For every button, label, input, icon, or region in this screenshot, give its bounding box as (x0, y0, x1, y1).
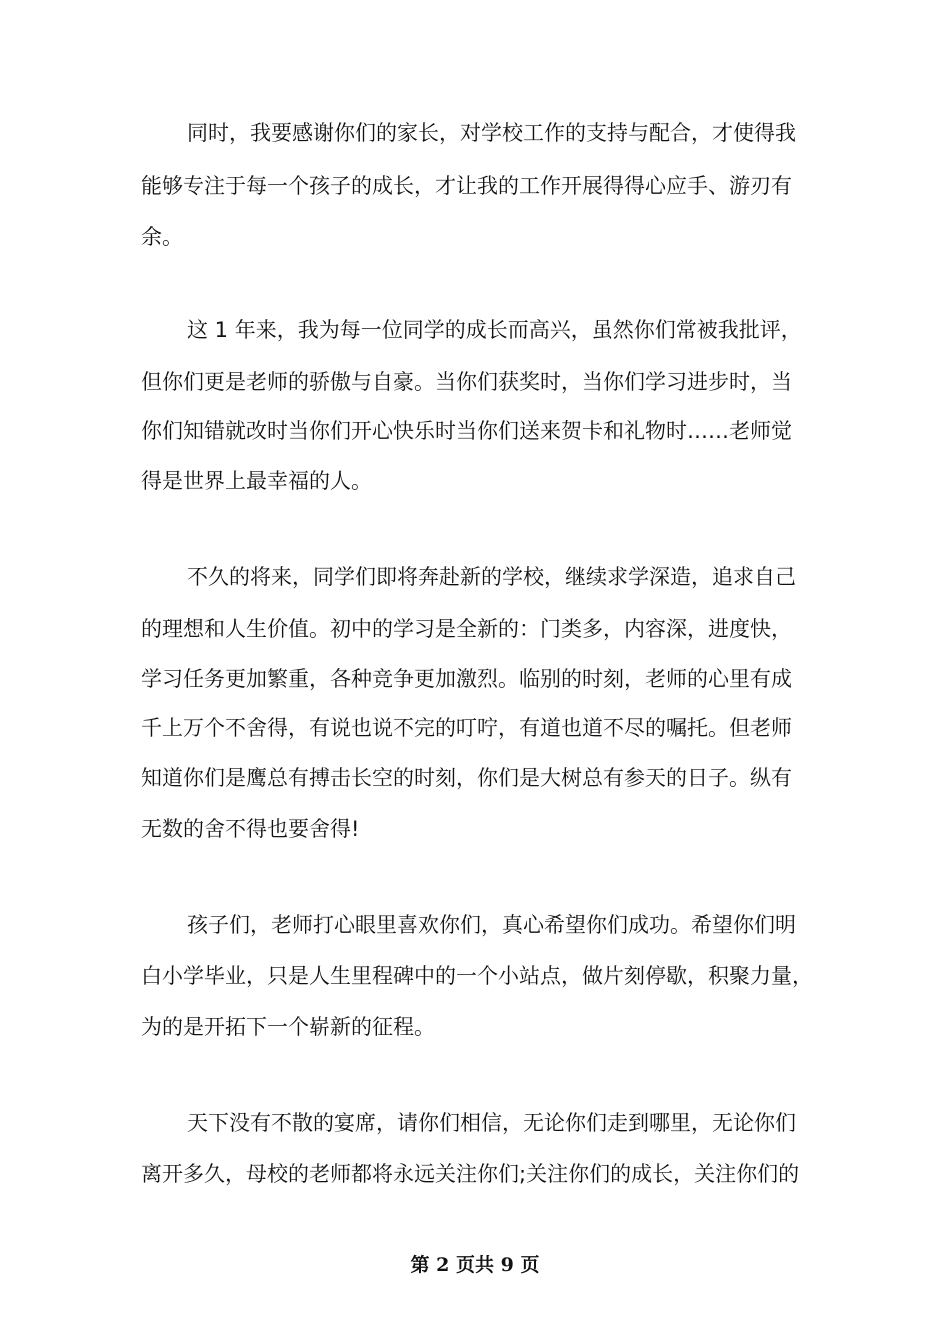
paragraph-line: 千上万个不舍得，有说也说不完的叮咛，有道也道不尽的嘱托。但老师 (141, 716, 792, 740)
paragraph-line: 但你们更是老师的骄傲与自豪。当你们获奖时，当你们学习进步时，当 (141, 370, 792, 394)
paragraph-line: 天下没有不散的宴席，请你们相信，无论你们走到哪里，无论你们 (187, 1111, 796, 1135)
paragraph-line: 学习任务更加繁重，各种竞争更加激烈。临别的时刻，老师的心里有成 (141, 667, 792, 691)
paragraph-line: 你们知错就改时当你们开心快乐时当你们送来贺卡和礼物时……老师觉 (141, 419, 792, 443)
page-number-footer: 第 2 页共 9 页 (410, 1254, 540, 1276)
paragraph-line: 不久的将来，同学们即将奔赴新的学校，继续求学深造，追求自己 (187, 565, 796, 589)
paragraph-line: 同时，我要感谢你们的家长，对学校工作的支持与配合，才使得我 (187, 121, 796, 145)
paragraph-line: 白小学毕业，只是人生里程碑中的一个小站点，做片刻停歇，积聚力量， (141, 964, 813, 988)
paragraph-line: 离开多久，母校的老师都将永远关注你们;关注你们的成长，关注你们的 (141, 1162, 800, 1186)
paragraph-line: 能够专注于每一个孩子的成长，才让我的工作开展得得心应手、游刃有 (141, 174, 792, 198)
paragraph-line: 为的是开拓下一个崭新的征程。 (141, 1015, 435, 1039)
paragraph-line: 无数的舍不得也要舍得! (141, 817, 360, 841)
paragraph-line: 知道你们是鹰总有搏击长空的时刻，你们是大树总有参天的日子。纵有 (141, 766, 792, 790)
paragraph-line: 孩子们，老师打心眼里喜欢你们，真心希望你们成功。希望你们明 (187, 913, 796, 937)
paragraph-line: 余。 (141, 225, 183, 249)
paragraph-line: 这 1 年来，我为每一位同学的成长而高兴，虽然你们常被我批评， (187, 318, 802, 342)
paragraph-line: 的理想和人生价值。初中的学习是全新的：门类多，内容深，进度快， (141, 617, 792, 641)
paragraph-line: 得是世界上最幸福的人。 (141, 469, 372, 493)
